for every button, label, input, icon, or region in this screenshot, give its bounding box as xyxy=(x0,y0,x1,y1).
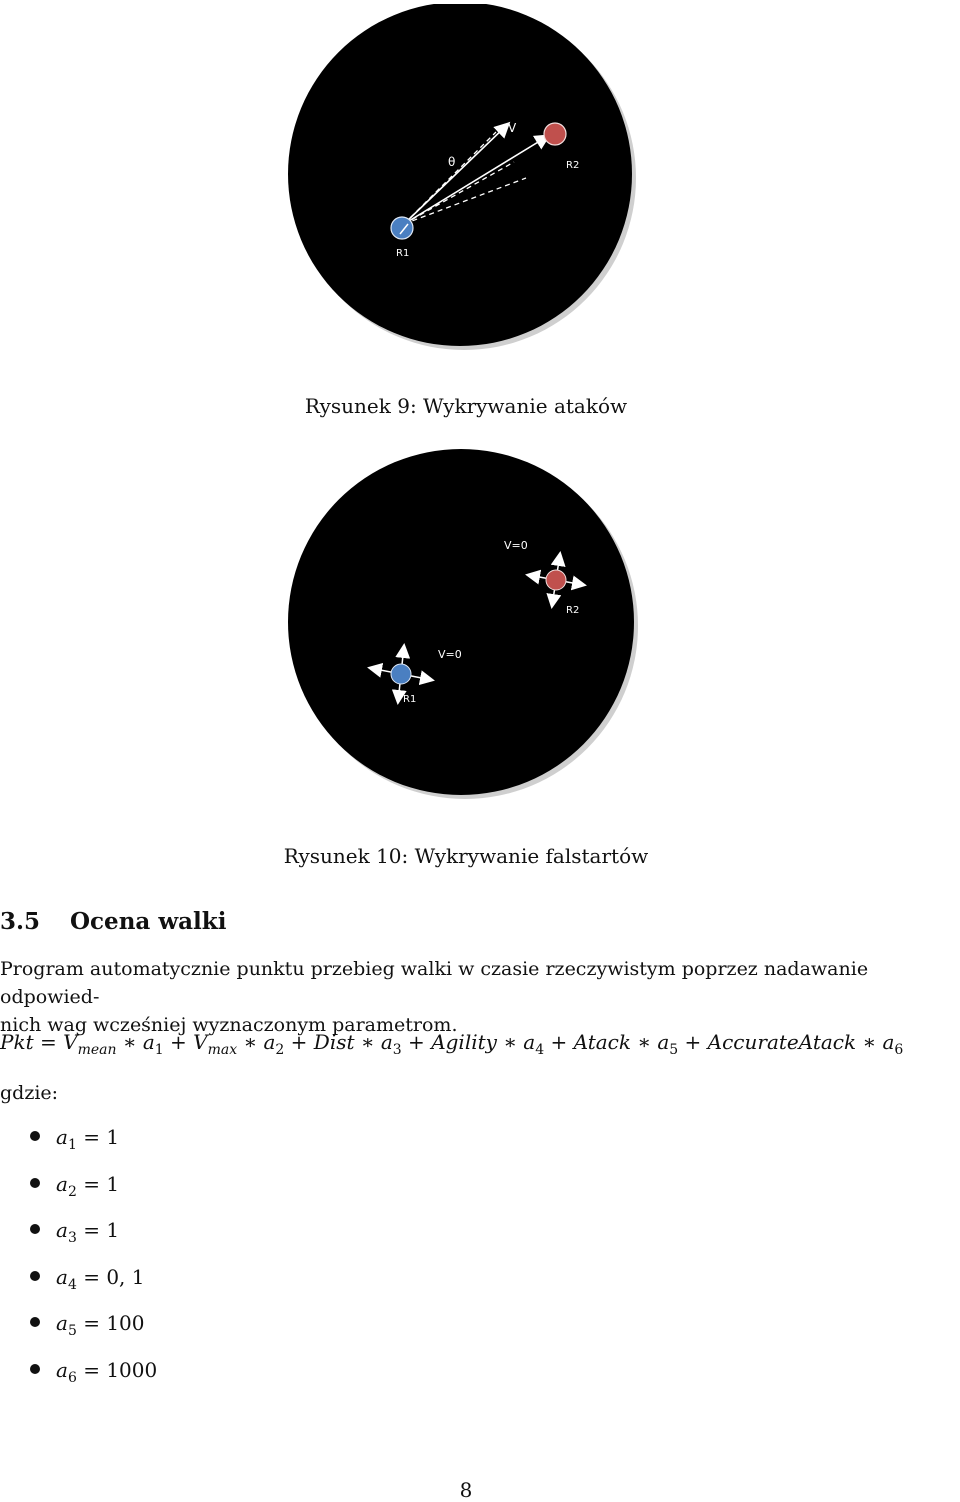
param-var: a xyxy=(56,1171,68,1196)
param-sub: 4 xyxy=(67,1276,77,1293)
param-sub: 1 xyxy=(67,1137,77,1153)
body-paragraph xyxy=(0,955,960,1039)
robot-r2 xyxy=(546,570,566,590)
param-var: a xyxy=(56,1357,68,1382)
bullet-icon xyxy=(30,1224,40,1234)
page-number: 8 xyxy=(459,1478,473,1502)
param-value: = 1 xyxy=(83,1125,120,1149)
label-r1: R1 xyxy=(403,694,417,705)
section-heading xyxy=(0,908,226,935)
param-sub: 6 xyxy=(67,1369,77,1386)
bullet-icon xyxy=(30,1271,40,1281)
figure-false-start-detection xyxy=(286,448,646,808)
bullet-icon xyxy=(30,1178,40,1188)
label-r2: R2 xyxy=(566,605,580,616)
label-r1: R1 xyxy=(396,248,410,259)
param-sub: 2 xyxy=(67,1183,77,1200)
bullet-icon xyxy=(30,1364,40,1374)
robot-r1 xyxy=(391,217,413,239)
label-v: V xyxy=(508,121,517,135)
arena xyxy=(288,4,632,346)
param-var: a xyxy=(56,1125,68,1149)
param-value: = 1 xyxy=(83,1171,120,1196)
param-value: = 0, 1 xyxy=(83,1264,145,1289)
score-formula: Pkt = $V_{mean}$ ∗ $a_1 + V_{max}$ ∗ $a_2$ + Dist ∗ $a_3$ + Agility ∗ $a_4$ + Atack ∗ $a_5$ + AccurateAtack ∗ $a_6$ xyxy=(0,1030,904,1058)
parameter-item xyxy=(0,1358,157,1405)
param-value: = 1000 xyxy=(83,1357,158,1382)
parameter-item xyxy=(0,1311,157,1358)
figure-attack-detection xyxy=(286,4,646,356)
robot-r2 xyxy=(544,123,566,145)
where-label-text: gdzie: xyxy=(0,1082,59,1104)
param-sub: 3 xyxy=(67,1230,77,1246)
label-theta: θ xyxy=(448,155,456,169)
paragraph-line-2: nich wag wcześniej wyznaczonym parametrom. xyxy=(0,1014,458,1036)
param-value: = 100 xyxy=(83,1311,145,1335)
parameter-list xyxy=(0,1125,157,1404)
parameter-item xyxy=(0,1125,157,1172)
label-v-r1: V=0 xyxy=(438,648,462,661)
section-number: 3.5 xyxy=(0,908,41,935)
parameter-item xyxy=(0,1265,157,1312)
section-title: Ocena walki xyxy=(70,908,227,935)
parameter-item xyxy=(0,1218,157,1265)
figure9-caption: Rysunek 9: Wykrywanie ataków xyxy=(304,394,628,418)
bullet-icon xyxy=(30,1317,40,1327)
param-sub: 5 xyxy=(67,1323,77,1339)
label-v-r2: V=0 xyxy=(504,539,528,552)
robot-r1 xyxy=(391,664,411,684)
bullet-icon xyxy=(30,1131,40,1141)
param-var: a xyxy=(56,1218,68,1242)
arena xyxy=(288,449,634,795)
param-var: a xyxy=(56,1264,68,1289)
figure10-caption: Rysunek 10: Wykrywanie falstartów xyxy=(283,844,649,868)
parameter-item xyxy=(0,1172,157,1219)
param-value: = 1 xyxy=(83,1218,120,1242)
label-r2: R2 xyxy=(566,160,580,171)
paragraph-line-1: Program automatycznie punktu przebieg walki w czasie rzeczywistym poprzez nadawanie odpowied- xyxy=(0,958,869,1008)
param-var: a xyxy=(56,1311,68,1335)
